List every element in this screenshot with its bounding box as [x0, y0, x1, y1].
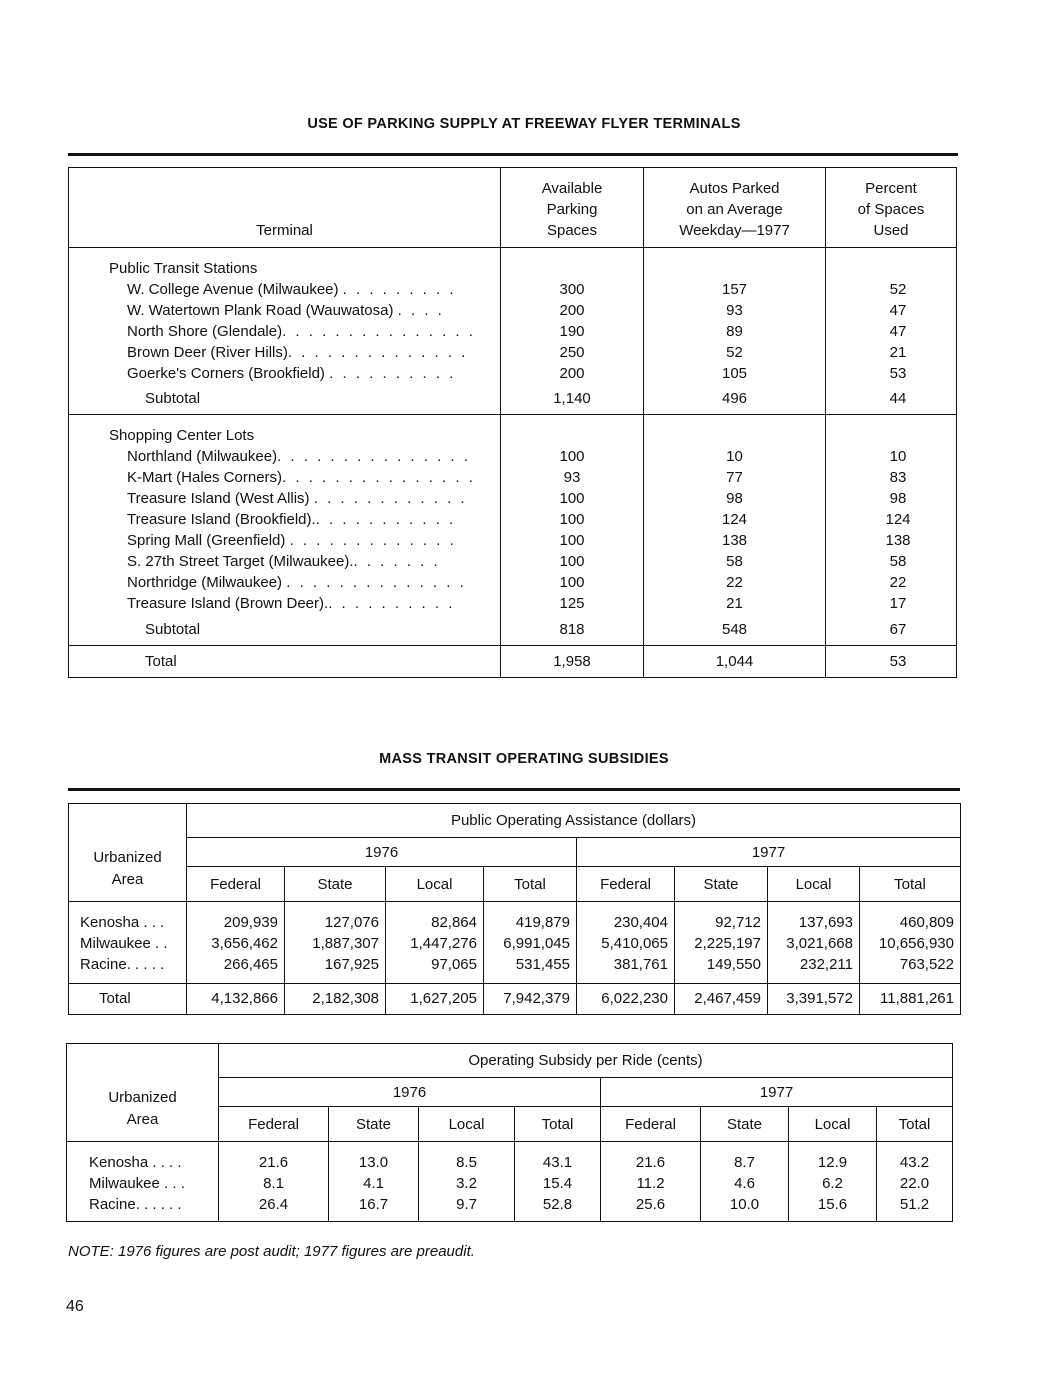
cell-value: 763,522: [860, 954, 961, 984]
header-terminal: Terminal: [69, 168, 501, 248]
autos-value: 548: [644, 614, 826, 646]
area-name: Milwaukee . . .: [67, 1173, 219, 1194]
percent-value: 124: [885, 511, 911, 528]
cell-value: 52.8: [515, 1194, 601, 1222]
leader-dots: . . . . . . . . . .: [328, 595, 455, 612]
cell-value: 92,712: [675, 902, 768, 934]
leader-dots: . . . . . . . . .: [342, 281, 457, 298]
per-ride-table: [66, 1043, 953, 1222]
autos-value: 52: [644, 342, 826, 363]
subtotal-row: [69, 614, 957, 646]
terminal-name: Northridge (Milwaukee): [127, 574, 283, 591]
table-row: [69, 446, 957, 467]
table-row: [67, 1173, 953, 1194]
table-row: [69, 363, 957, 384]
table-row: [69, 321, 957, 342]
table-row: [69, 933, 961, 954]
percent-value: 22: [889, 574, 907, 591]
terminal-name: Brown Deer (River Hills): [127, 344, 288, 361]
leader-dots: . . . . . . . . . . . . . . .: [277, 448, 471, 465]
cell-value: 11,881,261: [860, 984, 961, 1015]
spaces-value: 100: [501, 530, 644, 551]
area-name: Kenosha . . . .: [67, 1142, 219, 1174]
leader-dots: . . . .: [397, 302, 445, 319]
cell-value: 43.2: [877, 1142, 953, 1174]
cell-value: 15.4: [515, 1173, 601, 1194]
percent-value: 47: [889, 323, 907, 340]
header-state: State: [285, 867, 386, 902]
subsidies-top-rule: [68, 788, 960, 791]
leader-dots: . . . . . . . . . . . . . .: [286, 574, 467, 591]
subtotal-label: Subtotal: [69, 614, 501, 646]
cell-value: 9.7: [419, 1194, 515, 1222]
header-year-1976: 1976: [219, 1078, 601, 1107]
terminal-name: Spring Mall (Greenfield): [127, 532, 286, 549]
cell-value: 381,761: [577, 954, 675, 984]
autos-value: 77: [644, 467, 826, 488]
cell-value: 2,467,459: [675, 984, 768, 1015]
percent-value: 44: [826, 384, 957, 415]
cell-value: 26.4: [219, 1194, 329, 1222]
autos-value: 98: [644, 488, 826, 509]
terminal-name: Goerke's Corners (Brookfield): [127, 365, 325, 382]
cell-value: 3.2: [419, 1173, 515, 1194]
parking-top-rule: [68, 153, 958, 156]
spaces-value: 250: [501, 342, 644, 363]
header-local: Local: [768, 867, 860, 902]
cell-value: 127,076: [285, 902, 386, 934]
group-label-shopping-center: Shopping Center Lots: [69, 425, 501, 446]
table-row: [69, 902, 961, 934]
cell-value: 12.9: [789, 1142, 877, 1174]
total-row: [69, 646, 957, 678]
terminal-name: North Shore (Glendale): [127, 323, 283, 340]
subsidies-table-title: MASS TRANSIT OPERATING SUBSIDIES: [379, 751, 669, 767]
cell-value: 209,939: [187, 902, 285, 934]
header-subsidy-per-ride: Operating Subsidy per Ride (cents): [219, 1044, 953, 1078]
cell-value: 1,447,276: [386, 933, 484, 954]
spaces-value: 100: [501, 446, 644, 467]
area-name: Milwaukee . .: [69, 933, 187, 954]
spaces-value: 190: [501, 321, 644, 342]
header-total: Total: [860, 867, 961, 902]
cell-value: 13.0: [329, 1142, 419, 1174]
subtotal-row: [69, 384, 957, 415]
header-public-assistance: Public Operating Assistance (dollars): [187, 804, 961, 838]
cell-value: 7,942,379: [484, 984, 577, 1015]
cell-value: 4.1: [329, 1173, 419, 1194]
table-row: [69, 467, 957, 488]
spaces-value: 200: [501, 363, 644, 384]
leader-dots: . . . . . . . . . . . .: [313, 490, 468, 507]
leader-dots: . . . . . . . . . . . . . . .: [282, 323, 476, 340]
header-urbanized-area: Urbanized Area: [67, 1044, 219, 1142]
header-federal: Federal: [219, 1107, 329, 1142]
spaces-value: 300: [501, 279, 644, 300]
cell-value: 2,182,308: [285, 984, 386, 1015]
spaces-value: 100: [501, 488, 644, 509]
area-name: Racine. . . . . .: [67, 1194, 219, 1222]
area-name: Kenosha . . .: [69, 902, 187, 934]
cell-value: 8.7: [701, 1142, 789, 1174]
autos-value: 1,044: [644, 646, 826, 678]
cell-value: 419,879: [484, 902, 577, 934]
leader-dots: . . . . . . . . . . . . . .: [287, 344, 468, 361]
table-row: [69, 530, 957, 551]
cell-value: 266,465: [187, 954, 285, 984]
area-name: Racine. . . . .: [69, 954, 187, 984]
header-state: State: [701, 1107, 789, 1142]
header-federal: Federal: [601, 1107, 701, 1142]
percent-value: 83: [889, 469, 907, 486]
autos-value: 10: [644, 446, 826, 467]
header-year-1977: 1977: [601, 1078, 953, 1107]
cell-value: 460,809: [860, 902, 961, 934]
percent-value: 17: [889, 595, 907, 612]
autos-value: 93: [644, 300, 826, 321]
percent-value: 98: [889, 490, 907, 507]
autos-value: 157: [644, 279, 826, 300]
table-row: [69, 593, 957, 614]
cell-value: 43.1: [515, 1142, 601, 1174]
leader-dots: . . . . . . .: [353, 553, 441, 570]
cell-value: 5,410,065: [577, 933, 675, 954]
percent-value: 67: [826, 614, 957, 646]
percent-value: 47: [889, 302, 907, 319]
autos-value: 58: [644, 551, 826, 572]
cell-value: 3,021,668: [768, 933, 860, 954]
cell-value: 230,404: [577, 902, 675, 934]
header-local: Local: [386, 867, 484, 902]
percent-value: 53: [889, 365, 907, 382]
cell-value: 97,065: [386, 954, 484, 984]
cell-value: 137,693: [768, 902, 860, 934]
spaces-value: 200: [501, 300, 644, 321]
cell-value: 531,455: [484, 954, 577, 984]
table-row: [69, 300, 957, 321]
table-row: [69, 342, 957, 363]
cell-value: 4,132,866: [187, 984, 285, 1015]
table-row: [69, 509, 957, 530]
autos-value: 124: [644, 509, 826, 530]
spaces-value: 100: [501, 551, 644, 572]
spaces-value: 1,140: [501, 384, 644, 415]
terminal-name: Treasure Island (West Allis): [127, 490, 310, 507]
subsidies-table: [68, 803, 961, 1015]
cell-value: 82,864: [386, 902, 484, 934]
total-label: Total: [69, 984, 187, 1015]
leader-dots: . . . . . . . . . . .: [315, 511, 456, 528]
percent-value: 21: [889, 344, 907, 361]
header-local: Local: [789, 1107, 877, 1142]
cell-value: 16.7: [329, 1194, 419, 1222]
cell-value: 3,656,462: [187, 933, 285, 954]
table-row: [69, 488, 957, 509]
leader-dots: . . . . . . . . . . . . .: [289, 532, 457, 549]
spaces-value: 125: [501, 593, 644, 614]
cell-value: 8.5: [419, 1142, 515, 1174]
autos-value: 89: [644, 321, 826, 342]
header-state: State: [329, 1107, 419, 1142]
percent-value: 53: [889, 653, 907, 670]
terminal-name: S. 27th Street Target (Milwaukee).: [127, 553, 354, 570]
cell-value: 21.6: [219, 1142, 329, 1174]
table-row: [67, 1194, 953, 1222]
cell-value: 8.1: [219, 1173, 329, 1194]
group-label-public-transit: Public Transit Stations: [69, 258, 501, 279]
cell-value: 51.2: [877, 1194, 953, 1222]
header-total: Total: [877, 1107, 953, 1142]
cell-value: 11.2: [601, 1173, 701, 1194]
table-row: [69, 572, 957, 593]
table-row: [69, 954, 961, 984]
footnote: NOTE: 1976 figures are post audit; 1977 figures are preaudit.: [68, 1243, 475, 1260]
cell-value: 21.6: [601, 1142, 701, 1174]
spaces-value: 93: [501, 467, 644, 488]
percent-value: 52: [889, 281, 907, 298]
cell-value: 232,211: [768, 954, 860, 984]
cell-value: 22.0: [877, 1173, 953, 1194]
header-percent-used: Percent of Spaces Used: [826, 168, 957, 248]
cell-value: 15.6: [789, 1194, 877, 1222]
cell-value: 1,887,307: [285, 933, 386, 954]
terminal-name: K-Mart (Hales Corners): [127, 469, 283, 486]
header-autos-parked: Autos Parked on an Average Weekday—1977: [644, 168, 826, 248]
cell-value: 149,550: [675, 954, 768, 984]
header-total: Total: [515, 1107, 601, 1142]
subtotal-label: Subtotal: [69, 384, 501, 415]
cell-value: 167,925: [285, 954, 386, 984]
terminal-name: Northland (Milwaukee): [127, 448, 278, 465]
spaces-value: 100: [501, 572, 644, 593]
cell-value: 10,656,930: [860, 933, 961, 954]
cell-value: 2,225,197: [675, 933, 768, 954]
header-federal: Federal: [187, 867, 285, 902]
cell-value: 6.2: [789, 1173, 877, 1194]
cell-value: 6,022,230: [577, 984, 675, 1015]
percent-value: 10: [889, 448, 907, 465]
cell-value: 10.0: [701, 1194, 789, 1222]
header-local: Local: [419, 1107, 515, 1142]
header-state: State: [675, 867, 768, 902]
total-label: Total: [69, 646, 501, 678]
total-row: [69, 984, 961, 1015]
parking-table: [68, 167, 957, 678]
table-row: [69, 551, 957, 572]
parking-table-title: USE OF PARKING SUPPLY AT FREEWAY FLYER TERMINALS: [307, 116, 741, 132]
autos-value: 105: [644, 363, 826, 384]
spaces-value: 100: [501, 509, 644, 530]
header-available-spaces: Available Parking Spaces: [501, 168, 644, 248]
cell-value: 6,991,045: [484, 933, 577, 954]
cell-value: 4.6: [701, 1173, 789, 1194]
cell-value: 1,627,205: [386, 984, 484, 1015]
leader-dots: . . . . . . . . . . . . . . .: [282, 469, 476, 486]
terminal-name: Treasure Island (Brown Deer).: [127, 595, 329, 612]
autos-value: 21: [644, 593, 826, 614]
cell-value: 3,391,572: [768, 984, 860, 1015]
header-federal: Federal: [577, 867, 675, 902]
spaces-value: 1,958: [501, 646, 644, 678]
cell-value: 25.6: [601, 1194, 701, 1222]
terminal-name: Treasure Island (Brookfield).: [127, 511, 316, 528]
header-year-1976: 1976: [187, 838, 577, 867]
autos-value: 496: [644, 384, 826, 415]
terminal-name: W. College Avenue (Milwaukee): [127, 281, 339, 298]
table-row: [67, 1142, 953, 1174]
header-total: Total: [484, 867, 577, 902]
autos-value: 138: [644, 530, 826, 551]
terminal-name: W. Watertown Plank Road (Wauwatosa): [127, 302, 394, 319]
header-year-1977: 1977: [577, 838, 961, 867]
table-row: [69, 279, 957, 300]
autos-value: 22: [644, 572, 826, 593]
percent-value: 138: [885, 532, 911, 549]
percent-value: 58: [889, 553, 907, 570]
header-urbanized-area: Urbanized Area: [69, 804, 187, 902]
page-number: 46: [66, 1298, 84, 1315]
leader-dots: . . . . . . . . . .: [329, 365, 456, 382]
spaces-value: 818: [501, 614, 644, 646]
